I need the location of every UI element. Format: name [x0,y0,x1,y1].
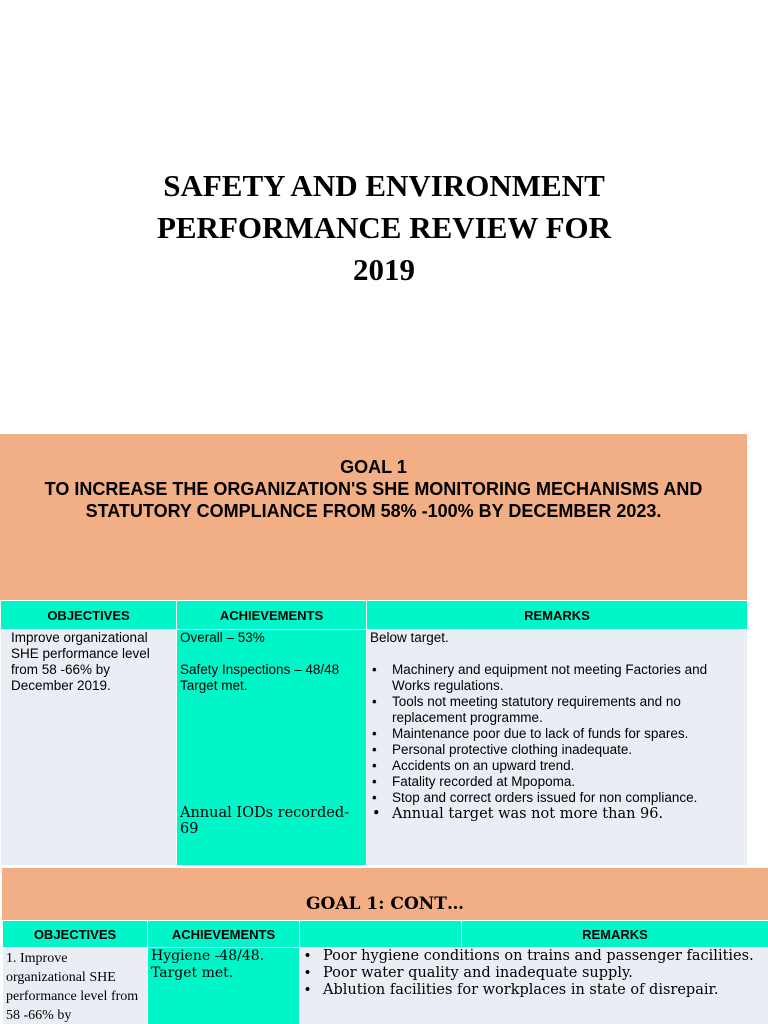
remarks-list [370,662,747,822]
objective-cell: 1. Improve organizational SHE performance level from 58 -66% by [3,948,148,1024]
goal-1-banner [0,434,747,600]
header-achievements: ACHIEVEMENTS [177,601,367,630]
goal-1-cont-banner [2,868,768,920]
remarks-intro: Below target. [370,630,449,645]
goal-1-cont-table [2,920,768,1024]
list-item: • Tools not meeting statutory requirements and no replacement programme. [370,694,747,726]
title-line-3: 2019 [353,252,415,287]
list-item: • Annual target was not more than 96. [370,806,747,822]
list-item: • Poor water quality and inadequate supply. [303,965,765,982]
remarks-cell [367,630,748,866]
list-item: • Poor hygiene conditions on trains and passenger facilities. [303,948,765,965]
header-blank [300,921,462,948]
list-item: • Maintenance poor due to lack of funds for spares. [370,726,747,742]
header-remarks: REMARKS [367,601,748,630]
achievement-overall: Overall – 53% [180,630,265,645]
list-item: • Personal protective clothing inadequate. [370,742,747,758]
goal-1-table [0,600,748,866]
remarks-cell [300,948,768,1024]
goal-1-cont-title: GOAL 1: CONT… [306,894,464,914]
achievement-safety-inspections: Safety Inspections – 48/48 Target met. [180,662,340,693]
list-item: • Accidents on an upward trend. [370,758,747,774]
table-row [3,948,768,1024]
table-header-row [3,921,768,948]
remarks-list [303,948,765,999]
goal-1-title: GOAL 1 [340,457,407,477]
header-objectives: OBJECTIVES [1,601,177,630]
list-item: • Machinery and equipment not meeting Factories and Works regulations. [370,662,747,694]
header-objectives: OBJECTIVES [3,921,148,948]
title-line-1: SAFETY AND ENVIRONMENT [163,168,605,203]
list-item: • Stop and correct orders issued for non compliance. [370,790,747,806]
header-achievements: ACHIEVEMENTS [148,921,300,948]
achievements-cell [177,630,367,866]
title-line-2: PERFORMANCE REVIEW FOR [156,210,612,245]
list-item: • Ablution facilities for workplaces in state of disrepair. [303,982,765,999]
table-row [1,630,748,866]
achievement-annual-iods: Annual IODs recorded- 69 [180,805,350,837]
achievement-hygiene: Hygiene -48/48. Target met. [148,948,300,1024]
objective-cell: Improve organizational SHE performance level from 58 -66% by December 2019. [1,630,177,866]
list-item: • Fatality recorded at Mpopoma. [370,774,747,790]
goal-1-statement: TO INCREASE THE ORGANIZATION'S SHE MONITORING MECHANISMS AND STATUTORY COMPLIANCE FROM 58% -100% BY DECEMBER 2023. [44,479,703,521]
table-header-row [1,601,748,630]
page-title [100,165,668,291]
header-remarks: REMARKS [462,921,768,948]
